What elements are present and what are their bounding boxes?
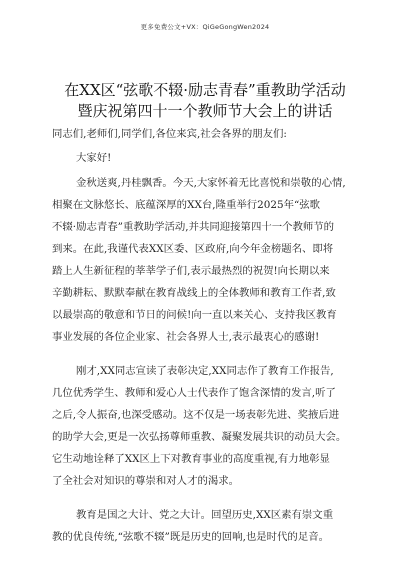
- paragraph-line: 相聚在文脉悠长、底蕴深厚的XX台,隆重举行2025年“弦歌: [52, 199, 321, 211]
- paragraph-line: 事业发展的各位企业家、社会各界人士,表示最衷心的感谢!: [52, 331, 320, 343]
- paragraph-line: 踏上人生新征程的莘莘学子们,表示最热烈的祝贺!向长期以来: [52, 265, 330, 277]
- paragraph-line: 几位优秀学生、教师和爱心人士代表作了饱含深情的发言,听了: [52, 387, 336, 399]
- paragraph-line: 辛勤耕耘、默默奉献在教育战线上的全体教师和教育工作者,致: [52, 287, 336, 299]
- paragraph-line: 它生动地诠释了XX区上下对教育事业的高度重视,有力地彰显: [52, 453, 330, 465]
- paragraph-line: 刚才,XX同志宣读了表彰决定,XX同志作了教育工作报告,: [76, 365, 334, 377]
- paragraph-line: 到来。在此,我谨代表XX区委、区政府,向今年金榜题名、即将: [52, 243, 334, 255]
- salutation: 同志们,老师们,同学们,各位来宾,社会各界的朋友们:: [52, 128, 287, 140]
- greeting: 大家好!: [76, 152, 112, 164]
- paragraph-line: 不辍·励志青春”重教助学活动,并共同迎接第四十一个教师节的: [52, 221, 335, 233]
- paragraph-line: 之后,令人振奋,也深受感动。这不仅是一场表彰先进、奖掖后进: [52, 409, 340, 421]
- paragraph-line: 金秋送爽,丹桂飘香。今天,大家怀着无比喜悦和崇敬的心情,: [76, 177, 346, 189]
- paragraph-line: 教的优良传统,“弦歌不辍”既是历史的回响,也是时代的足音。: [52, 531, 329, 543]
- paragraph-line: 了全社会对知识的尊崇和对人才的渴求。: [52, 475, 240, 487]
- paragraph-line: 的助学大会,更是一次弘扬尊师重教、凝聚发展共识的动员大会。: [52, 431, 347, 443]
- document-title-line-2: 暨庆祝第四十一个教师节大会上的讲话: [77, 102, 333, 120]
- document-title-line-1: 在XX区“弦歌不辍·励志青春”重教助学活动: [64, 81, 346, 99]
- paragraph-line: 教育是国之大计、党之大计。回望历史,XX区素有崇文重: [76, 509, 334, 521]
- header-watermark: 更多免费公文+VX：QiGeGongWen2024: [140, 23, 270, 31]
- paragraph-line: 以最崇高的敬意和节日的问候!向一直以来关心、支持我区教育: [52, 309, 337, 321]
